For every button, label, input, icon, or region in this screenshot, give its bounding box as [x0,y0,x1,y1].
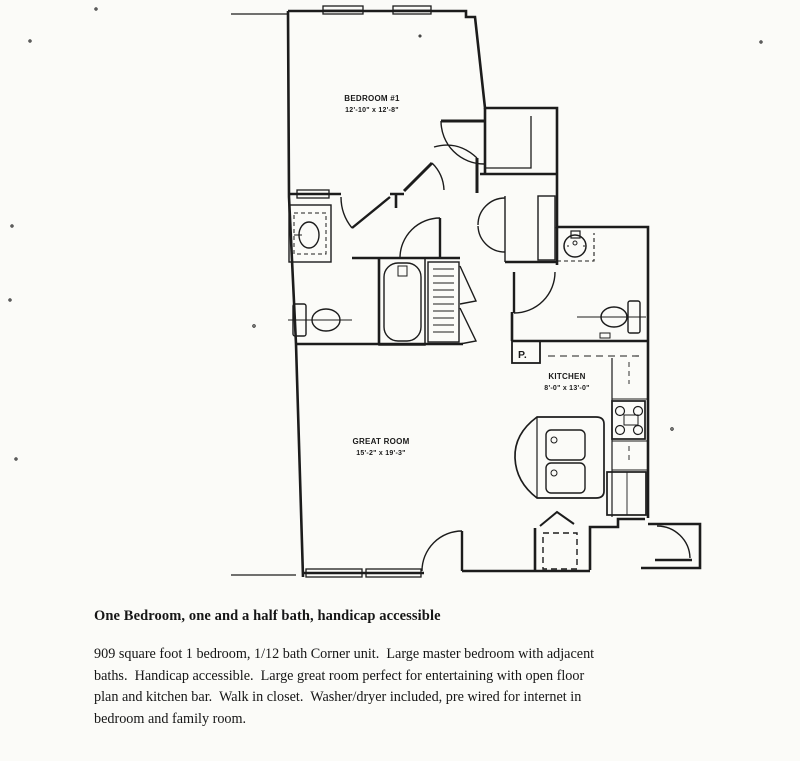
master-bath-fixtures [287,205,476,345]
half-bath-door [514,272,555,313]
outer-wall-left [288,11,303,577]
tub-room-door [400,218,440,258]
walk-in-closet-door [441,121,484,164]
doors [341,121,692,571]
bathtub [379,258,425,345]
washer-dryer [543,533,577,569]
great-room-label: GREAT ROOM [352,437,410,446]
island-with-sink [515,417,604,498]
half-bath-toilet [577,301,646,333]
wd-bifold-door [540,512,574,526]
room-labels [344,94,589,457]
closet-walls [480,108,557,174]
description-line: baths. Handicap accessible. Large great room perfect for entertaining with open floor [94,667,585,684]
great-room-dims: 15'-2" x 19'-3" [356,450,406,457]
bedroom-dims: 12'-10" x 12'-8" [345,107,399,114]
plan-description [94,644,734,730]
small-closet-shelf [538,196,555,260]
half-bath-fixtures [557,231,646,338]
outer-wall-top-right [288,11,648,518]
vestibule-walls [590,519,645,570]
kitchen-dims: 8'-0" x 13'-0" [544,385,590,392]
walk-in-closet-shelf [484,116,531,168]
description-line: bedroom and family room. [94,710,247,727]
windows [297,6,431,577]
entry-door [655,526,692,560]
master-bath-door [341,197,390,228]
kitchen-label: KITCHEN [548,372,586,381]
grade-lines [231,14,296,575]
pantry-label: P. [518,349,528,361]
bedroom-label: BEDROOM #1 [344,94,400,103]
range [612,401,645,439]
half-bath-sink [564,231,586,257]
entry-porch-walls [641,524,700,568]
small-closet-bifold-doors [478,196,505,262]
hall-stub-wall [390,194,404,208]
description-line: 909 square foot 1 bedroom, 1/12 bath Corner unit. Large master bedroom with adjacent [94,646,595,662]
patio-door [422,531,462,571]
vanity-sink [287,205,331,262]
refrigerator [602,472,646,515]
description-line: plan and kitchen bar. Walk in closet. Washer/dryer included, pre wired for internet in [94,689,582,706]
plan-heading: One Bedroom, one and a half bath, handicap accessible [94,608,441,624]
toilet [288,304,352,336]
linen-closet [428,262,476,344]
bedroom-door [404,145,477,193]
counter [612,358,648,517]
grab-bar [600,333,610,338]
